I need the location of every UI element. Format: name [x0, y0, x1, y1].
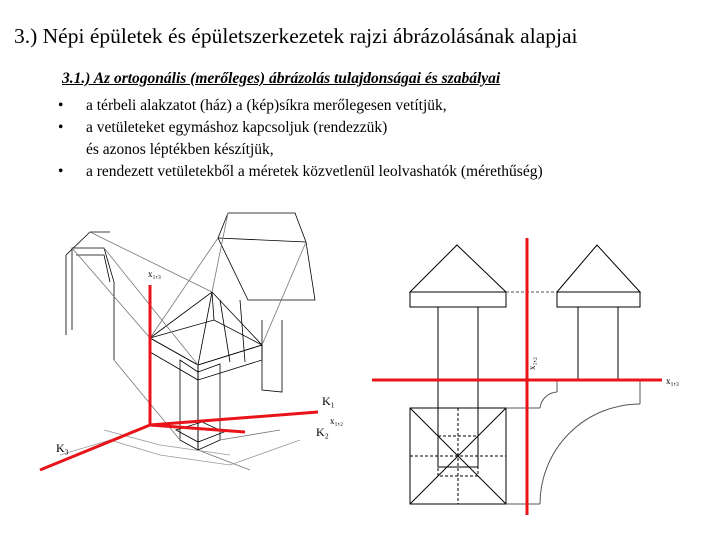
label-x12-left: x₁,₂ — [330, 416, 344, 426]
bullet-dot: • — [58, 119, 64, 136]
label-k3: K₃ — [56, 441, 69, 455]
bullet-text: a vetületeket egymáshoz kapcsoljuk (rendezzük) — [86, 119, 388, 136]
label-x13: x₁,₃ — [148, 269, 162, 279]
label-k1: K₁ — [322, 394, 335, 408]
view-lines — [410, 245, 640, 504]
bullet-text: a rendezett vetületekből a méretek közvetlenül leolvashatók (mérethűség) — [86, 163, 543, 180]
section-subtitle: 3.1.) Az ortogonális (merőleges) ábrázolás tulajdonságai és szabályai — [62, 70, 501, 87]
bullet-dot: • — [58, 163, 64, 180]
bullet-dot: • — [58, 97, 64, 114]
label-x13-right: x₁,₃ — [666, 376, 680, 386]
label-k2: K₂ — [316, 425, 329, 439]
label-x12-right: x₁,₂ — [527, 356, 537, 370]
slide-title: 3.) Népi épületek és épületszerkezetek rajzi ábrázolásának alapjai — [14, 24, 578, 48]
bullet-text: a térbeli alakzatot (ház) a (kép)síkra merőlegesen vetítjük, — [86, 97, 447, 114]
bullet-continuation: és azonos léptékben készítjük, — [86, 141, 274, 158]
